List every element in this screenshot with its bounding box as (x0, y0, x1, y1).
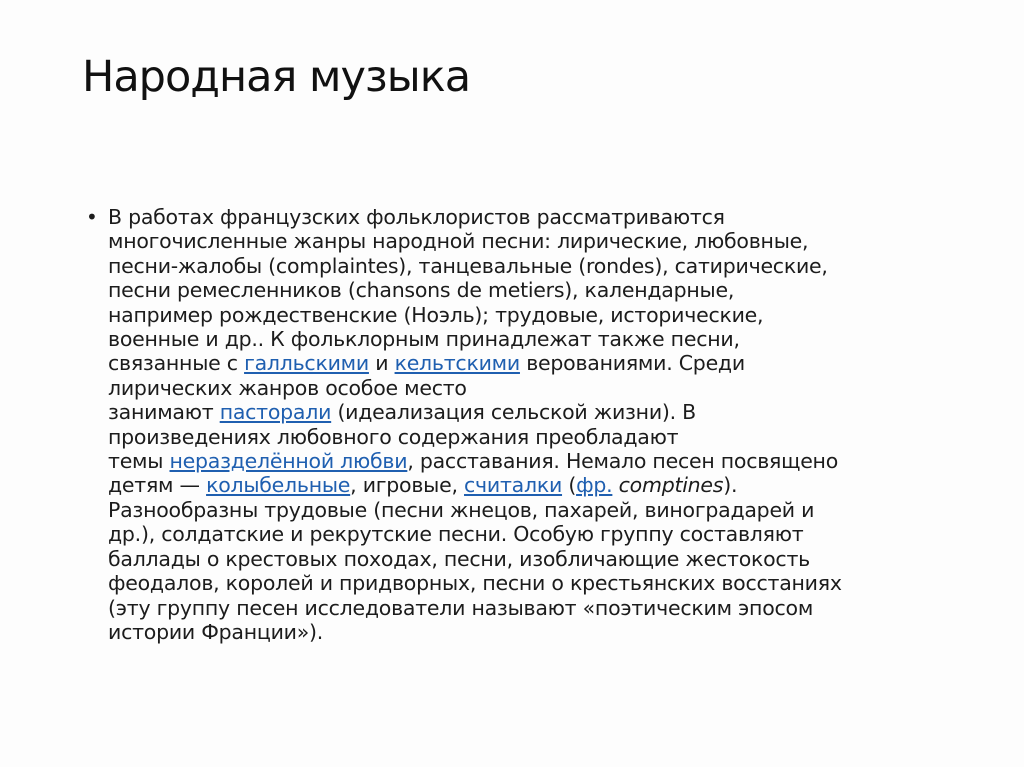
inline-link[interactable]: кельтскими (394, 351, 520, 376)
text-segment: военные и др.. К фольклорным принадлежат также песни, (108, 327, 740, 352)
text-segment: детям — (108, 473, 207, 498)
text-segment: ). (723, 473, 738, 498)
inline-link[interactable]: колыбельные (206, 473, 351, 498)
text-line (108, 303, 958, 327)
slide-title: Народная музыка (82, 52, 471, 102)
inline-link[interactable]: пасторали (219, 400, 332, 425)
text-segment: и (368, 351, 395, 376)
text-segment: песни ремесленников (chansons de metiers), календарные, (108, 278, 735, 303)
text-line (108, 229, 958, 253)
text-segment: (эту группу песен исследователи называют «поэтическим эпосом (108, 595, 814, 620)
inline-link[interactable]: считалки (464, 473, 563, 498)
text-line (108, 351, 958, 375)
text-segment: лирических жанров особое место (108, 375, 467, 400)
text-line (108, 327, 958, 351)
text-segment: песни-жалобы (complaintes), танцевальные (rondes), сатирические, (108, 253, 828, 278)
text-segment: феодалов, королей и придворных, песни о крестьянских восстаниях (108, 571, 842, 596)
inline-link[interactable]: неразделённой любви (169, 449, 408, 474)
text-line (108, 425, 958, 449)
text-line (108, 620, 958, 644)
text-segment: Разнообразны трудовые (песни жнецов, пахарей, виноградарей и (108, 497, 815, 522)
text-line (108, 449, 958, 473)
text-line (108, 254, 958, 278)
text-line (108, 596, 958, 620)
text-segment: многочисленные жанры народной песни: лирические, любовные, (108, 229, 809, 254)
text-segment: , игровые, (350, 473, 465, 498)
text-segment: верованиями. Среди (519, 351, 745, 376)
text-line (108, 205, 958, 229)
inline-link[interactable]: фр. (576, 473, 613, 498)
inline-link[interactable]: галльскими (244, 351, 369, 376)
text-segment: например рождественские (Ноэль); трудовые, исторические, (108, 302, 764, 327)
text-segment: ( (562, 473, 577, 498)
text-segment: др.), солдатские и рекрутские песни. Особую группу составляют (108, 522, 804, 547)
text-segment: (идеализация сельской жизни). В (331, 400, 696, 425)
text-segment: темы (108, 449, 170, 474)
text-line (108, 547, 958, 571)
text-segment: баллады о крестовых походах, песни, изобличающие жестокость (108, 546, 810, 571)
text-line (108, 400, 958, 424)
text-segment: связанные с (108, 351, 245, 376)
paragraph-text (108, 205, 958, 644)
bullet-paragraph (86, 205, 958, 644)
text-line (108, 473, 958, 497)
text-segment: занимают (108, 400, 220, 425)
text-line (108, 498, 958, 522)
bullet-point-icon: • (86, 205, 98, 229)
text-line (108, 522, 958, 546)
text-segment: В работах французских фольклористов рассматриваются (108, 205, 725, 229)
text-segment: , расставания. Немало песен посвящено (407, 449, 838, 474)
text-segment: произведениях любовного содержания преобладают (108, 424, 679, 449)
text-line (108, 571, 958, 595)
text-segment: истории Франции»). (108, 619, 324, 644)
text-line (108, 376, 958, 400)
text-line (108, 278, 958, 302)
italic-text: comptines (618, 473, 724, 498)
